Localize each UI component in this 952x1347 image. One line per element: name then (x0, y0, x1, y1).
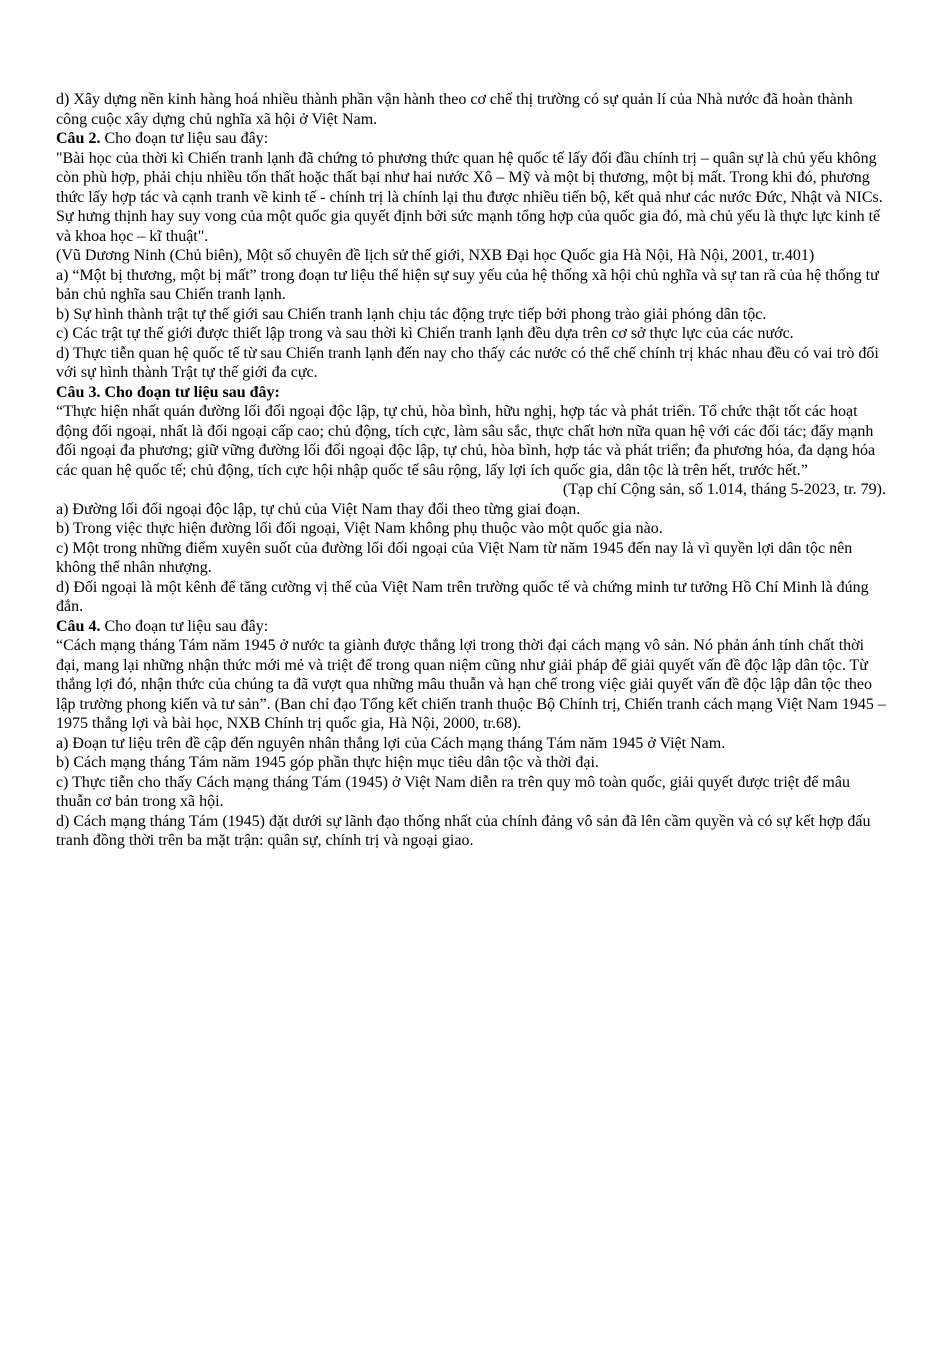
q2-heading (56, 129, 886, 149)
q4-option-a: a) Đoạn tư liệu trên đề cập đến nguyên nhân thắng lợi của Cách mạng tháng Tám năm 1945 ở Việt Nam. (56, 734, 726, 752)
q2-quote: "Bài học của thời kì Chiến tranh lạnh đã chứng tỏ phương thức quan hệ quốc tế lấy đối đầu chính trị – quân sự là chủ yếu không còn phù hợp, phải chịu nhiều tổn thất hoặc thất bại như hai nước Xô – Mỹ và một bị thương, một bị mất. Trong khi đó, phương thức lấy hợp tác và cạnh tranh về kinh tế - chính trị là chính lại thu được nhiều tiến bộ, kết quả như các nước Đức, Nhật và NICs. Sự hưng thịnh hay suy vong của một quốc gia quyết định bởi sức mạnh tổng hợp của quốc gia đó, mà chủ yếu là thực lực kinh tế và khoa học – kĩ thuật". (56, 149, 883, 245)
q2-option-b: b) Sự hình thành trật tự thế giới sau Chiến tranh lạnh chịu tác động trực tiếp bởi phong trào giải phóng dân tộc. (56, 305, 767, 323)
q2-intro: Cho đoạn tư liệu sau đây: (100, 130, 269, 147)
q2-option-c: c) Các trật tự thế giới được thiết lập trong và sau thời kì Chiến tranh lạnh đều dựa trên cơ sở thực lực của các nước. (56, 325, 794, 342)
q2-source: (Vũ Dương Ninh (Chủ biên), Một số chuyên đề lịch sử thế giới, NXB Đại học Quốc gia Hà Nội, Hà Nội, 2001, tr.401) (56, 247, 815, 264)
document-page (56, 90, 886, 851)
q2-option-d: d) Thực tiễn quan hệ quốc tế từ sau Chiến tranh lạnh đến nay cho thấy các nước có thể chế chính trị khác nhau đều có vai trò đối với sự hình thành Trật tự thế giới đa cực. (56, 344, 879, 381)
q4-heading (56, 617, 886, 637)
q3-option-d: d) Đối ngoại là một kênh để tăng cường vị thế của Việt Nam trên trường quốc tế và chứng minh tư tưởng Hồ Chí Minh là đúng đắn. (56, 578, 869, 615)
q3-heading (56, 383, 886, 403)
q3-option-c: c) Một trong những điểm xuyên suốt của đường lối đối ngoại của Việt Nam từ năm 1945 đến nay là vì quyền lợi dân tộc nên không thể nhân nhượng. (56, 539, 853, 576)
q4-option-c: c) Thực tiễn cho thấy Cách mạng tháng Tám (1945) ở Việt Nam diễn ra trên quy mô toàn quốc, giải quyết được triệt để mâu thuẫn cơ bản trong xã hội. (56, 773, 850, 810)
q4-label: Câu 4. (56, 617, 101, 635)
q1-option-d: d) Xây dựng nền kinh hàng hoá nhiều thành phần vận hành theo cơ chế thị trường có sự quản lí của Nhà nước đã hoàn thành công cuộc xây dựng chủ nghĩa xã hội ở Việt Nam. (56, 91, 853, 128)
q3-quote: “Thực hiện nhất quán đường lối đối ngoại độc lập, tự chủ, hòa bình, hữu nghị, hợp tác và phát triển. Tổ chức thật tốt các hoạt động đối ngoại, nhất là đối ngoại cấp cao; chủ động, tích cực, làm sâu sắc, thực chất hơn nữa quan hệ với các đối tác; đẩy mạnh đối ngoại đa phương; giữ vững đường lối đối ngoại độc lập, tự chủ, hòa bình, hợp tác và phát triển; đa phương hóa, đa dạng hóa các quan hệ quốc tế; chủ động, tích cực hội nhập quốc tế sâu rộng, lấy lợi ích quốc gia, dân tộc là trên hết, trước hết.” (56, 403, 876, 479)
q3-option-a: a) Đường lối đối ngoại độc lập, tự chủ của Việt Nam thay đổi theo từng giai đoạn. (56, 500, 581, 518)
q4-quote: “Cách mạng tháng Tám năm 1945 ở nước ta giành được thắng lợi trong thời đại cách mạng vô sản. Nó phản ánh tính chất thời đại, mang lại những nhận thức mới mẻ và triệt để trong quan niệm cũng như giải pháp để giải quyết vấn đề độc lập dân tộc. Từ thắng lợi đó, nhận thức của chúng ta đã vượt qua những mâu thuẫn và hạn chế trong việc giải quyết vấn đề độc lập dân tộc theo lập trường phong kiến và tư sản”. (Ban chỉ đạo Tổng kết chiến tranh thuộc Bộ Chính trị, Chiến tranh cách mạng Việt Nam 1945 – 1975 thắng lợi và bài học, NXB Chính trị quốc gia, Hà Nội, 2000, tr.68). (56, 637, 886, 732)
q4-intro: Cho đoạn tư liệu sau đây: (100, 617, 269, 635)
q2-label: Câu 2. (56, 130, 101, 147)
q4-option-b: b) Cách mạng tháng Tám năm 1945 góp phần thực hiện mục tiêu dân tộc và thời đại. (56, 754, 599, 771)
q3-label: Câu 3. Cho đoạn tư liệu sau đây: (56, 383, 280, 401)
q3-source: (Tạp chí Cộng sản, số 1.014, tháng 5-2023, tr. 79). (562, 481, 886, 498)
q3-option-b: b) Trong việc thực hiện đường lối đối ngoại, Việt Nam không phụ thuộc vào một quốc gia nào. (56, 520, 663, 537)
q2-option-a: a) “Một bị thương, một bị mất” trong đoạn tư liệu thể hiện sự suy yếu của hệ thống xã hội chủ nghĩa và sự tan rã của hệ thống tư bản chủ nghĩa sau Chiến tranh lạnh. (56, 266, 879, 303)
q4-option-d: d) Cách mạng tháng Tám (1945) đặt dưới sự lãnh đạo thống nhất của chính đảng vô sản đã lên cầm quyền và có sự kết hợp đấu tranh đồng thời trên ba mặt trận: quân sự, chính trị và ngoại giao. (56, 812, 871, 849)
